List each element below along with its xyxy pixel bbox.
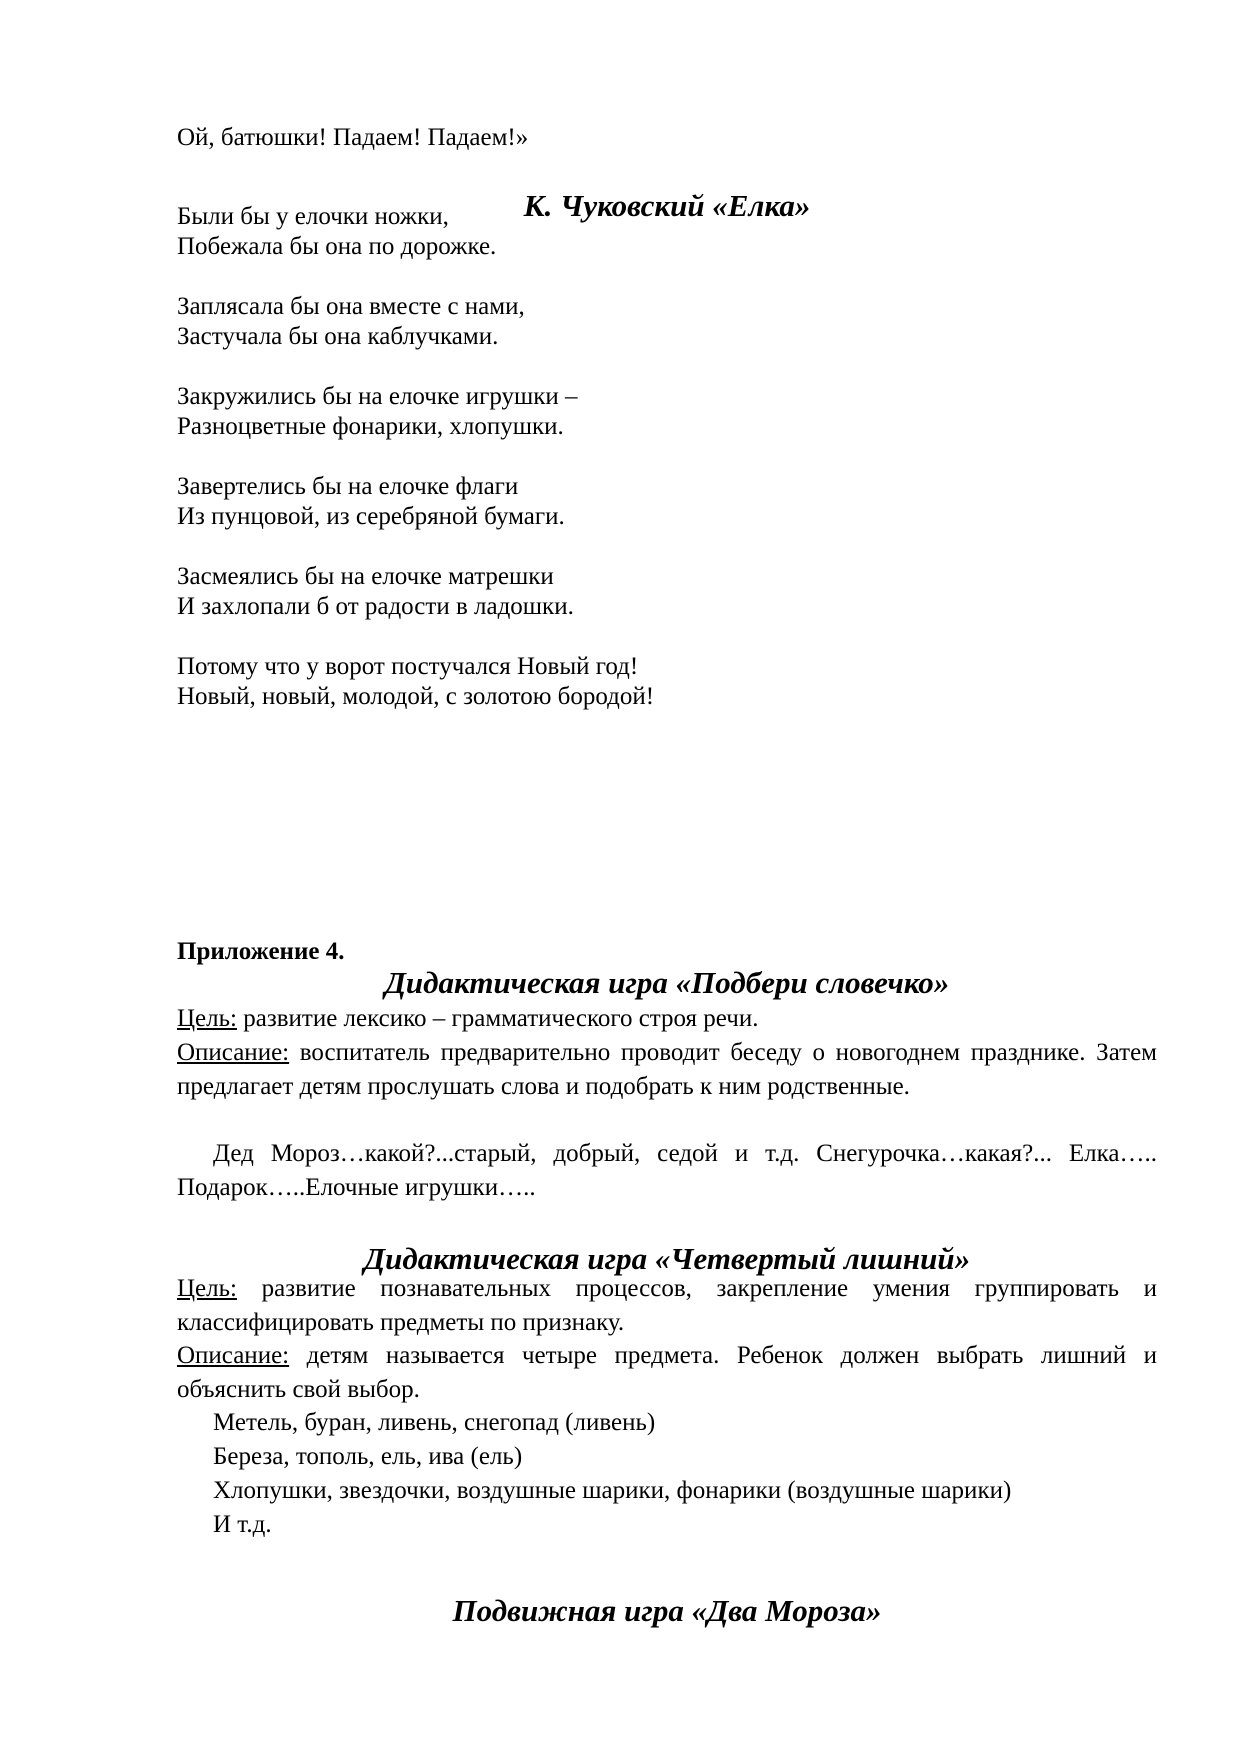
list-item: Береза, тополь, ель, ива (ель) xyxy=(213,1443,523,1470)
game2-goal-text: развитие познавательных процессов, закрепление умения группировать и классифицировать предметы по признаку. xyxy=(177,1275,1157,1336)
intro-line: Ой, батюшки! Падаем! Падаем!» xyxy=(177,124,529,151)
poem-line: Завертелись бы на елочке флаги xyxy=(177,473,519,500)
game1-goal-text: развитие лексико – грамматического строя речи. xyxy=(236,1005,759,1032)
game2-title: Дидактическая игра «Четвертый лишний» xyxy=(363,1241,971,1276)
poem-title: К. Чуковский «Елка» xyxy=(523,188,811,223)
poem-line: Застучала бы она каблучками. xyxy=(177,323,499,350)
poem-line: Разноцветные фонарики, хлопушки. xyxy=(177,413,564,440)
poem-line: Закружились бы на елочке игрушки – xyxy=(177,383,578,410)
game2-goal xyxy=(177,1272,1157,1339)
poem-line: Побежала бы она по дорожке. xyxy=(177,233,497,260)
poem-line: Из пунцовой, из серебряной бумаги. xyxy=(177,503,565,530)
appendix-label: Приложение 4. xyxy=(177,938,345,965)
game1-desc-text: воспитатель предварительно проводит беседу о новогоднем празднике. Затем предлагает детям прослушать слова и подобрать к ним родственные. xyxy=(177,1039,1157,1100)
game1-description xyxy=(177,1036,1157,1103)
game1-goal xyxy=(177,1002,1157,1036)
list-item: Метель, буран, ливень, снегопад (ливень) xyxy=(213,1409,656,1436)
game2-desc-text: детям называется четыре предмета. Ребенок должен выбрать лишний и объяснить свой выбор. xyxy=(177,1342,1157,1403)
game1-desc-label: Описание: xyxy=(177,1039,290,1066)
poem-line: Потому что у ворот постучался Новый год! xyxy=(177,653,639,680)
poem-line: И захлопали б от радости в ладошки. xyxy=(177,593,574,620)
game1-goal-label: Цель: xyxy=(177,1005,237,1032)
game2-desc-label: Описание: xyxy=(177,1342,290,1369)
list-item: И т.д. xyxy=(213,1511,272,1538)
list-item: Хлопушки, звездочки, воздушные шарики, фонарики (воздушные шарики) xyxy=(213,1477,1012,1504)
game1-example: Дед Мороз…какой?...старый, добрый, седой и т.д. Снегурочка…какая?... Елка….. Подарок…..Елочные игрушки….. xyxy=(177,1140,1157,1201)
poem-line: Новый, новый, молодой, с золотою бородой! xyxy=(177,683,655,710)
poem-line: Были бы у елочки ножки, xyxy=(177,203,449,230)
game2-description xyxy=(177,1339,1157,1406)
poem-line: Заплясала бы она вместе с нами, xyxy=(177,293,525,320)
game3-title: Подвижная игра «Два Мороза» xyxy=(452,1593,882,1628)
game2-goal-label: Цель: xyxy=(177,1275,237,1302)
poem-line: Засмеялись бы на елочке матрешки xyxy=(177,563,554,590)
game1-title: Дидактическая игра «Подбери словечко» xyxy=(384,965,950,1000)
